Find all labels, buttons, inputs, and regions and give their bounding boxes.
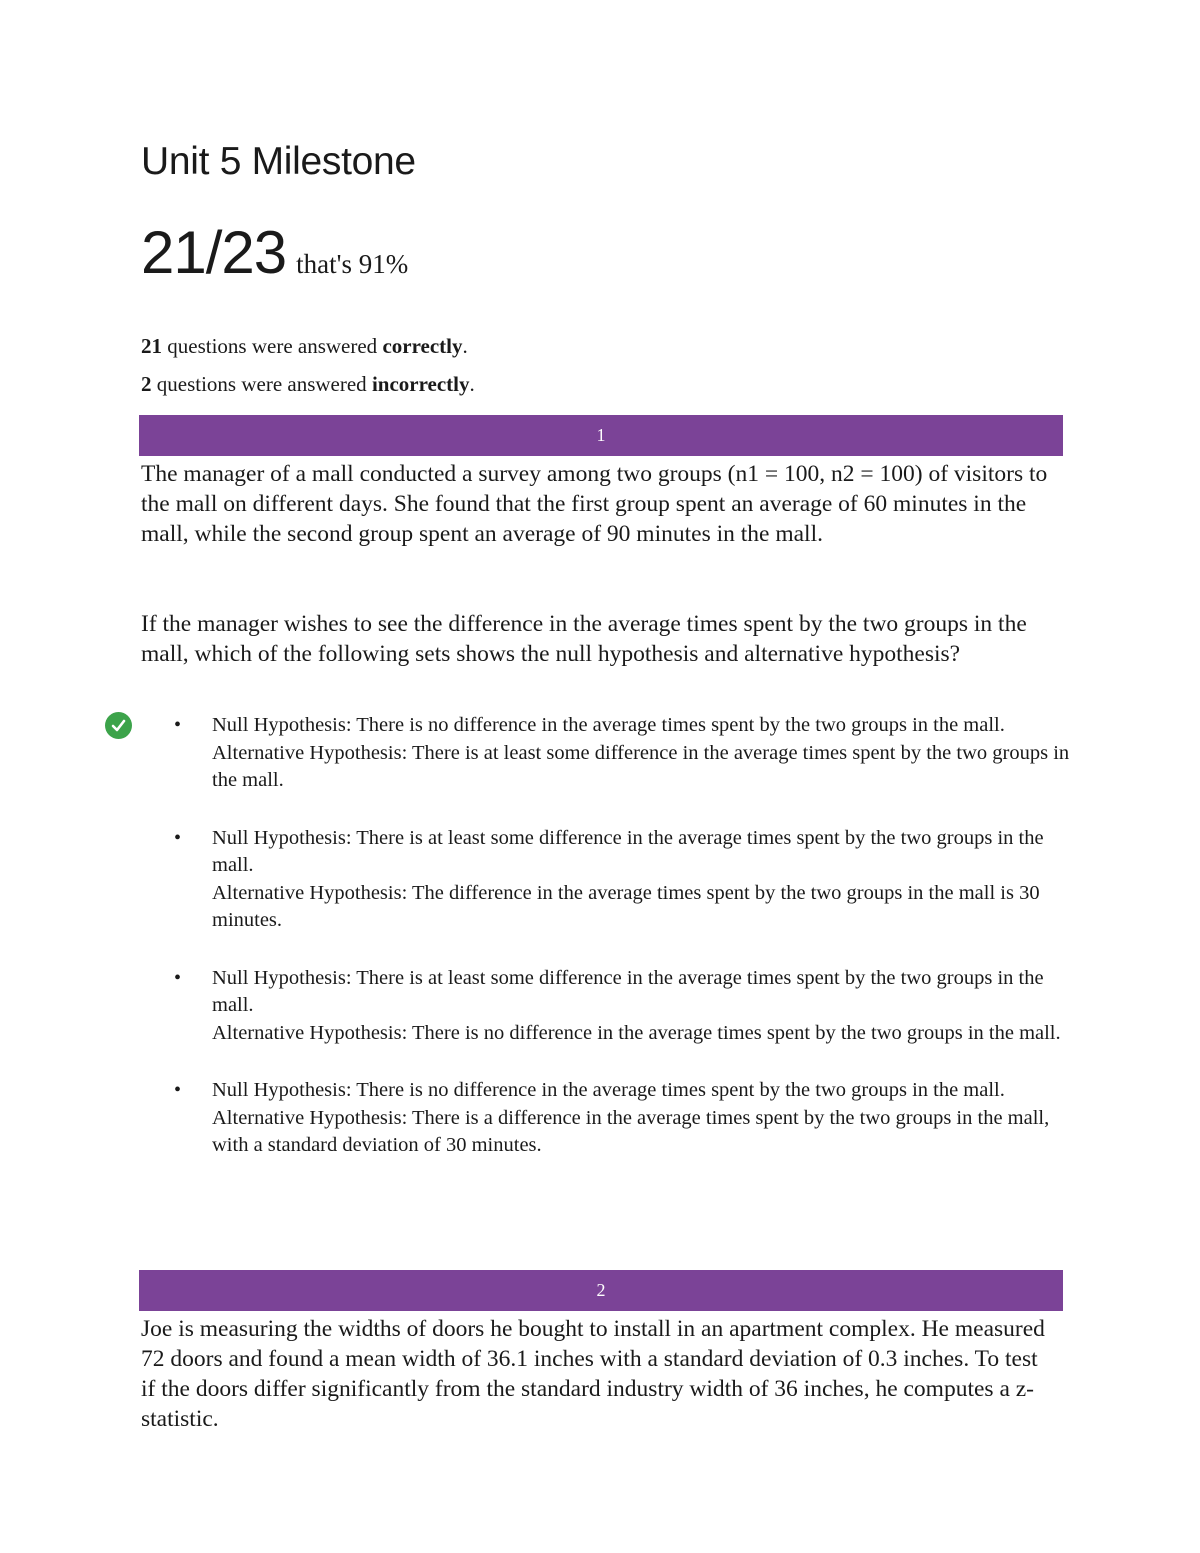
option-alternative-hypothesis: Alternative Hypothesis: The difference in the average times spent by the two groups in the mall is 30 minutes. bbox=[212, 881, 1040, 931]
check-circle-icon bbox=[105, 712, 132, 739]
correct-word: correctly bbox=[382, 334, 463, 358]
question-text: The manager of a mall conducted a survey among two groups (n1 = 100, n2 = 100) of visitors to the mall on different days. She found that the first group spent an average of 60 minutes in the mall, while the second group spent an average of 90 minutes in the mall. bbox=[141, 461, 1048, 547]
score-line bbox=[141, 218, 408, 287]
incorrect-period: . bbox=[469, 372, 475, 396]
option-alternative-hypothesis: Alternative Hypothesis: There is no difference in the average times spent by the two groups in the mall. bbox=[212, 1021, 1061, 1044]
incorrect-mid-text: questions were answered bbox=[151, 372, 372, 396]
incorrect-count: 2 bbox=[141, 372, 152, 396]
summary-correct bbox=[141, 334, 468, 359]
option-null-hypothesis: Null Hypothesis: There is no difference in the average times spent by the two groups in the mall. bbox=[212, 714, 1005, 736]
option-null-hypothesis: Null Hypothesis: There is at least some difference in the average times spent by the two groups in the mall. bbox=[212, 966, 1044, 1016]
check-mark-icon bbox=[110, 717, 127, 734]
question-text: Joe is measuring the widths of doors he bought to install in an apartment complex. He measured 72 doors and found a mean width of 36.1 inches with a standard deviation of 0.3 inches. To test if the doors differ significantly from the standard industry width of 36 inches, he computes a z-statistic. bbox=[141, 1316, 1045, 1432]
answer-option[interactable] bbox=[141, 825, 1072, 935]
answer-option[interactable] bbox=[141, 712, 1072, 795]
question-number: 1 bbox=[596, 425, 606, 445]
score-value: 21/23 bbox=[141, 219, 287, 286]
option-null-hypothesis: Null Hypothesis: There is no difference in the average times spent by the two groups in the mall. bbox=[212, 1079, 1005, 1101]
correct-period: . bbox=[462, 334, 468, 358]
question-header-1 bbox=[139, 415, 1063, 456]
option-alternative-hypothesis: Alternative Hypothesis: There is at least some difference in the average times spent by the two groups in the mall. bbox=[212, 741, 1070, 791]
bullet-icon: • bbox=[174, 966, 182, 989]
summary-incorrect bbox=[141, 372, 475, 397]
answer-option[interactable] bbox=[141, 965, 1072, 1048]
correct-mid-text: questions were answered bbox=[162, 334, 383, 358]
page-title: Unit 5 Milestone bbox=[141, 140, 416, 183]
answer-option[interactable] bbox=[141, 1077, 1072, 1160]
option-null-hypothesis: Null Hypothesis: There is at least some difference in the average times spent by the two groups in the mall. bbox=[212, 826, 1044, 876]
question-header-2 bbox=[139, 1270, 1063, 1311]
bullet-icon: • bbox=[174, 826, 182, 849]
answer-options bbox=[141, 712, 1071, 1190]
question-number: 2 bbox=[596, 1280, 606, 1300]
score-percent: that's 91% bbox=[296, 249, 409, 279]
bullet-icon: • bbox=[174, 714, 182, 736]
incorrect-word: incorrectly bbox=[371, 372, 470, 396]
option-alternative-hypothesis: Alternative Hypothesis: There is a difference in the average times spent by the two groups in the mall, with a standard deviation of 30 minutes. bbox=[212, 1106, 1050, 1156]
bullet-icon: • bbox=[174, 1079, 182, 1101]
correct-count: 21 bbox=[141, 334, 162, 358]
question-prompt: If the manager wishes to see the difference in the average times spent by the two groups in the mall, which of the following sets shows the null hypothesis and alternative hypothesis? bbox=[141, 611, 1027, 667]
